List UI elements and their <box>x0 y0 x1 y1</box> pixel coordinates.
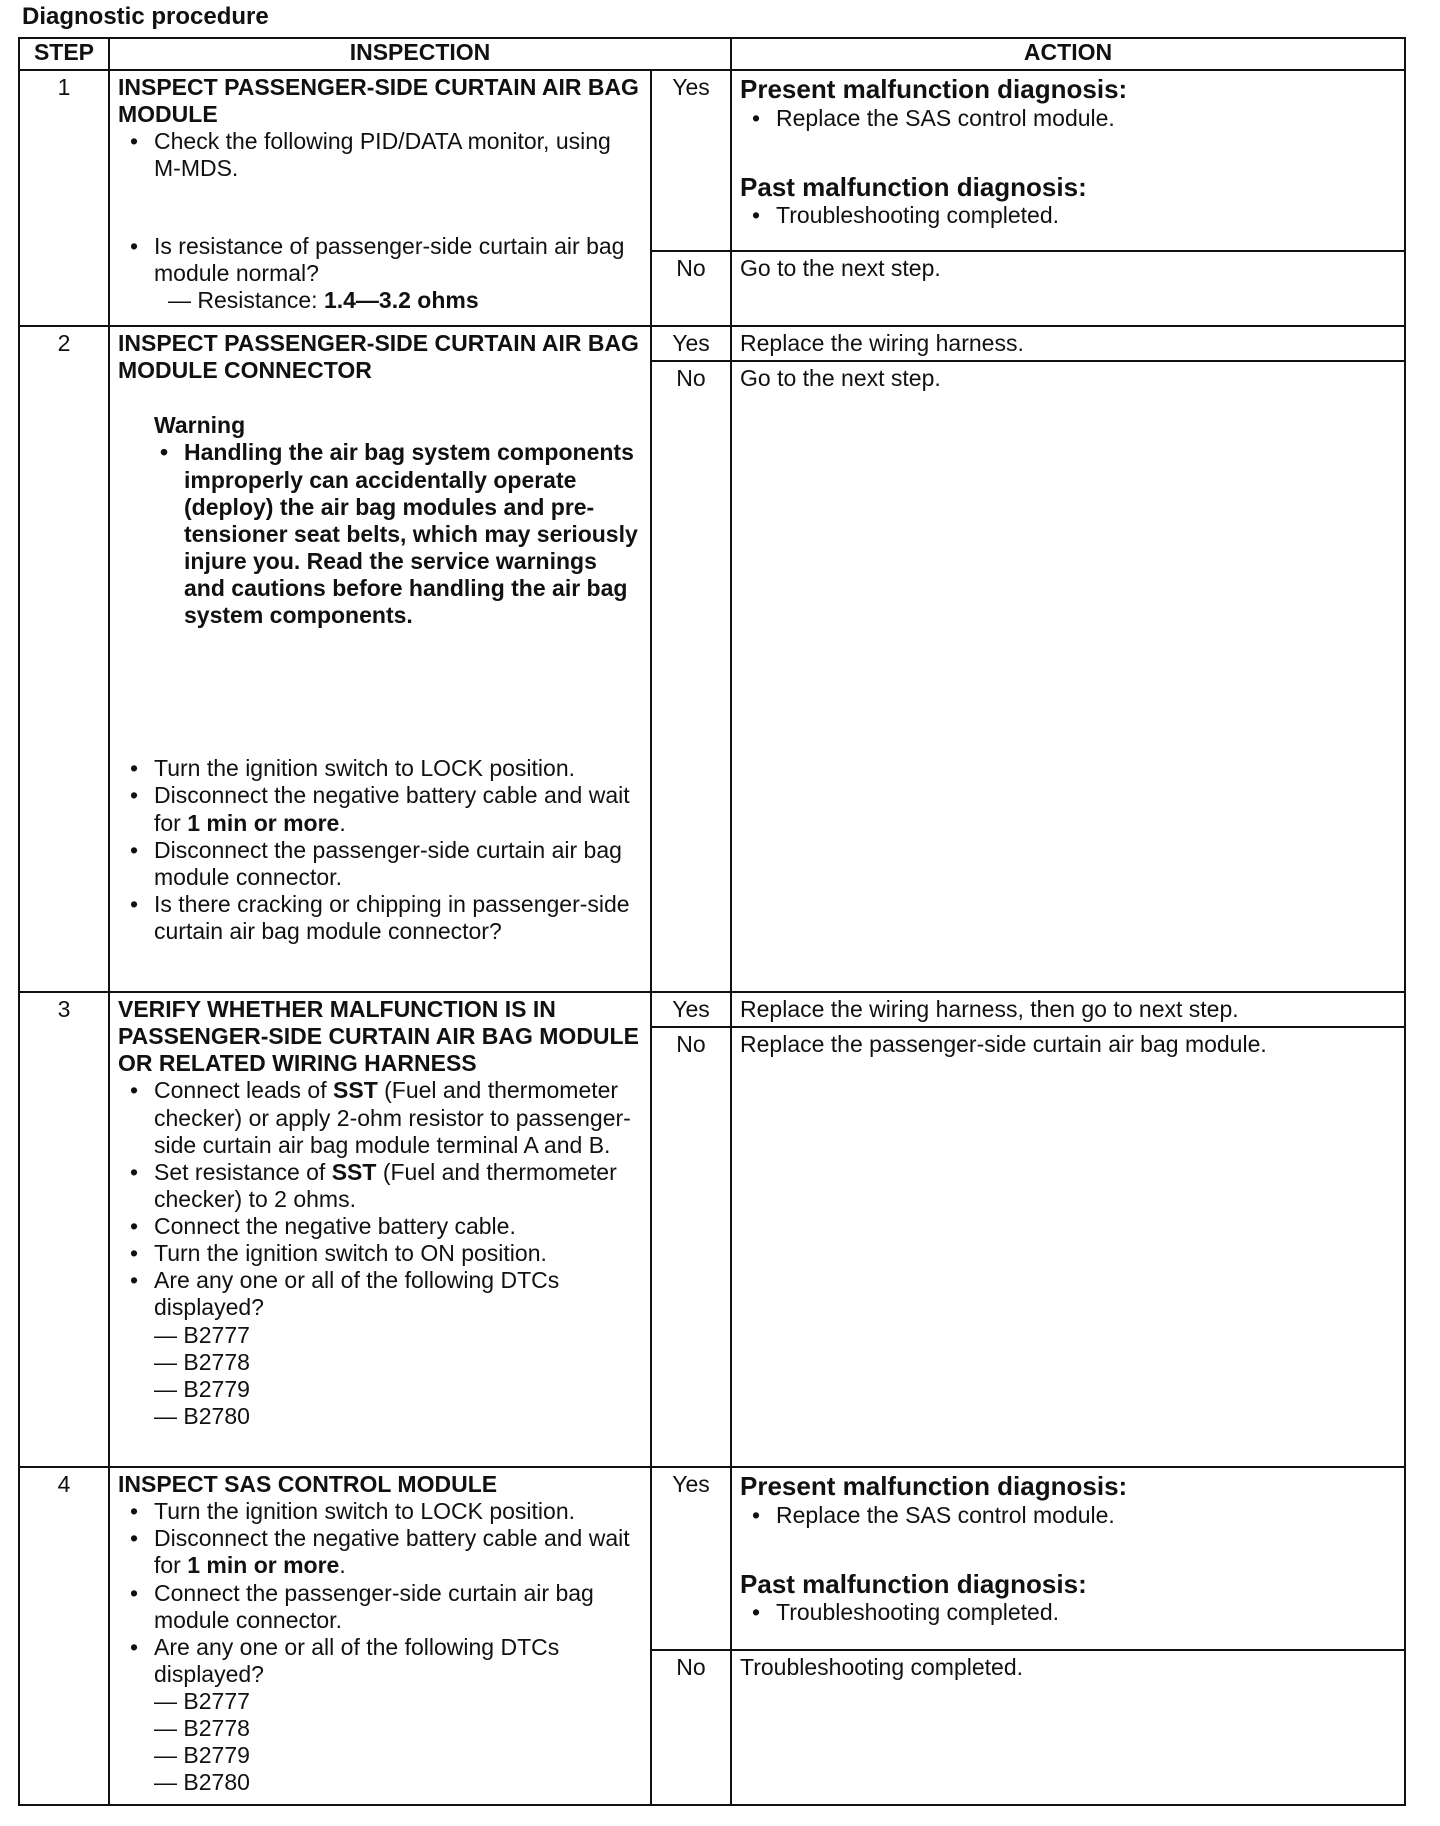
step-1-no-action: Go to the next step. <box>731 251 1405 326</box>
step-4-no-label: No <box>651 1650 731 1805</box>
step-3-inspection <box>109 992 651 1467</box>
step-3-item-5 <box>118 1267 642 1430</box>
step-1-inspection <box>109 70 651 326</box>
step-4-item-1: • Turn the ignition switch to LOCK position. <box>118 1498 642 1525</box>
step-2-item-4: • Is there cracking or chipping in passenger-side curtain air bag module connector? <box>118 891 642 945</box>
step-3-dtc: — B2780 <box>154 1402 250 1429</box>
diagnostic-table <box>18 37 1406 1806</box>
page-title: Diagnostic procedure <box>22 3 269 30</box>
step-4-item-2 <box>118 1525 642 1579</box>
step-4-no-action: Troubleshooting completed. <box>731 1650 1405 1805</box>
step-1-present-list <box>740 105 1396 132</box>
step-4-past-heading: Past malfunction diagnosis: <box>740 1568 1087 1599</box>
step-1-past-item: • Troubleshooting completed. <box>740 202 1396 229</box>
step-4-item-2-b: 1 min or more <box>187 1552 340 1579</box>
step-3-no-action: Replace the passenger-side curtain air bag module. <box>731 1027 1405 1467</box>
step-3-item-2-c: (Fuel and thermometer checker) to 2 ohms. <box>154 1158 617 1212</box>
step-4-item-4 <box>118 1634 642 1797</box>
step-3-number: 3 <box>19 992 109 1467</box>
step-1-list-a <box>118 128 642 182</box>
step-2-no-action: Go to the next step. <box>731 361 1405 992</box>
resistance-value: 1.4—3.2 ohms <box>323 286 479 313</box>
step-2-item-1: • Turn the ignition switch to LOCK position. <box>118 755 642 782</box>
step-4-past-list <box>740 1599 1396 1626</box>
step-4-dtc: — B2777 <box>154 1688 250 1714</box>
step-1-item-2-text: Is resistance of passenger-side curtain air bag module normal? <box>154 232 625 286</box>
step-3-item-3: • Connect the negative battery cable. <box>118 1213 642 1240</box>
step-4-yes-label: Yes <box>651 1467 731 1650</box>
step-4-yes-row <box>19 1467 1405 1650</box>
step-2-item-2-a: Disconnect the negative battery cable and wait for <box>154 782 630 836</box>
step-2-yes-action: Replace the wiring harness. <box>731 326 1405 361</box>
step-3-no-label: No <box>651 1027 731 1467</box>
step-2-number: 2 <box>19 326 109 992</box>
step-1-title: INSPECT PASSENGER-SIDE CURTAIN AIR BAG MODULE <box>118 74 639 128</box>
resistance-label: — Resistance: <box>168 286 324 313</box>
step-2-title: INSPECT PASSENGER-SIDE CURTAIN AIR BAG MODULE CONNECTOR <box>118 330 639 384</box>
step-3-item-1-c: (Fuel and thermometer checker) or apply 2-ohm resistor to passenger-side curtain air bag module terminal A and B. <box>154 1077 631 1158</box>
step-1-present-item: • Replace the SAS control module. <box>740 105 1396 132</box>
step-3-dtc: — B2778 <box>154 1348 250 1375</box>
step-3-yes-row <box>19 992 1405 1027</box>
warning-title: Warning <box>154 412 246 439</box>
step-2-item-2 <box>118 782 642 836</box>
step-3-yes-label: Yes <box>651 992 731 1027</box>
step-4-inspection <box>109 1467 651 1805</box>
step-1-yes-row <box>19 70 1405 251</box>
step-1-resistance <box>154 287 642 314</box>
step-4-dtc: — B2778 <box>154 1715 250 1742</box>
header-action: ACTION <box>731 38 1405 70</box>
step-3-item-2-a: Set resistance of <box>154 1158 332 1185</box>
step-3-dtc: — B2779 <box>154 1375 250 1402</box>
step-3-item-4: • Turn the ignition switch to ON position. <box>118 1240 642 1267</box>
step-3-item-1-a: Connect leads of <box>154 1077 334 1104</box>
step-4-dtc: — B2780 <box>154 1769 250 1796</box>
step-1-past-list <box>740 202 1396 229</box>
step-3-item-1-b: SST <box>333 1077 378 1104</box>
step-4-list <box>118 1498 642 1796</box>
step-4-present-item: • Replace the SAS control module. <box>740 1502 1396 1529</box>
step-4-number: 4 <box>19 1467 109 1805</box>
warning-box <box>118 412 642 629</box>
step-2-inspection <box>109 326 651 992</box>
step-2-item-3: • Disconnect the passenger-side curtain air bag module connector. <box>118 837 642 891</box>
step-1-no-label: No <box>651 251 731 326</box>
step-3-item-2 <box>118 1159 642 1213</box>
step-3-item-5-text: Are any one or all of the following DTCs displayed? <box>154 1267 560 1321</box>
step-3-item-2-b: SST <box>331 1158 377 1185</box>
warning-list <box>154 439 642 629</box>
step-3-dtc: — B2777 <box>154 1321 250 1348</box>
step-1-item-2 <box>118 233 642 314</box>
step-4-present-heading: Present malfunction diagnosis: <box>740 1471 1128 1501</box>
step-2-item-2-b: 1 min or more <box>187 809 340 836</box>
header-step: STEP <box>19 38 109 70</box>
step-4-item-2-c: . <box>339 1552 346 1579</box>
step-3-title: VERIFY WHETHER MALFUNCTION IS IN PASSENGER-SIDE CURTAIN AIR BAG MODULE OR RELATED WIRING HARNESS <box>118 996 639 1077</box>
step-2-no-label: No <box>651 361 731 992</box>
step-2-yes-label: Yes <box>651 326 731 361</box>
step-1-present-heading: Present malfunction diagnosis: <box>740 74 1128 104</box>
step-1-list-b <box>118 233 642 314</box>
step-1-yes-action <box>731 70 1405 251</box>
step-2-list <box>118 755 642 945</box>
step-1-number: 1 <box>19 70 109 326</box>
step-3-yes-action: Replace the wiring harness, then go to next step. <box>731 992 1405 1027</box>
step-4-title: INSPECT SAS CONTROL MODULE <box>118 1471 498 1497</box>
step-4-present-list <box>740 1502 1396 1529</box>
step-4-item-3: • Connect the passenger-side curtain air bag module connector. <box>118 1580 642 1634</box>
header-inspection: INSPECTION <box>109 38 731 70</box>
warning-text: • Handling the air bag system components improperly can accidentally operate (deploy) the air bag modules and pre-tensioner seat belts, which may seriously injure you. Read the service warnings and cautions before handling the air bag system components. <box>154 439 642 629</box>
step-1-item-1: • Check the following PID/DATA monitor, using M-MDS. <box>118 128 642 182</box>
step-3-list <box>118 1077 642 1430</box>
step-3-item-1 <box>118 1077 642 1158</box>
step-4-item-4-text: Are any one or all of the following DTCs displayed? <box>154 1633 560 1687</box>
step-4-past-item: • Troubleshooting completed. <box>740 1599 1396 1626</box>
step-1-yes-label: Yes <box>651 70 731 251</box>
step-4-yes-action <box>731 1467 1405 1650</box>
step-2-yes-row <box>19 326 1405 361</box>
step-2-item-2-c: . <box>339 809 346 836</box>
step-4-item-2-a: Disconnect the negative battery cable and wait for <box>154 1525 630 1579</box>
step-4-dtc: — B2779 <box>154 1742 250 1769</box>
header-row <box>19 38 1405 70</box>
step-1-past-heading: Past malfunction diagnosis: <box>740 171 1087 202</box>
